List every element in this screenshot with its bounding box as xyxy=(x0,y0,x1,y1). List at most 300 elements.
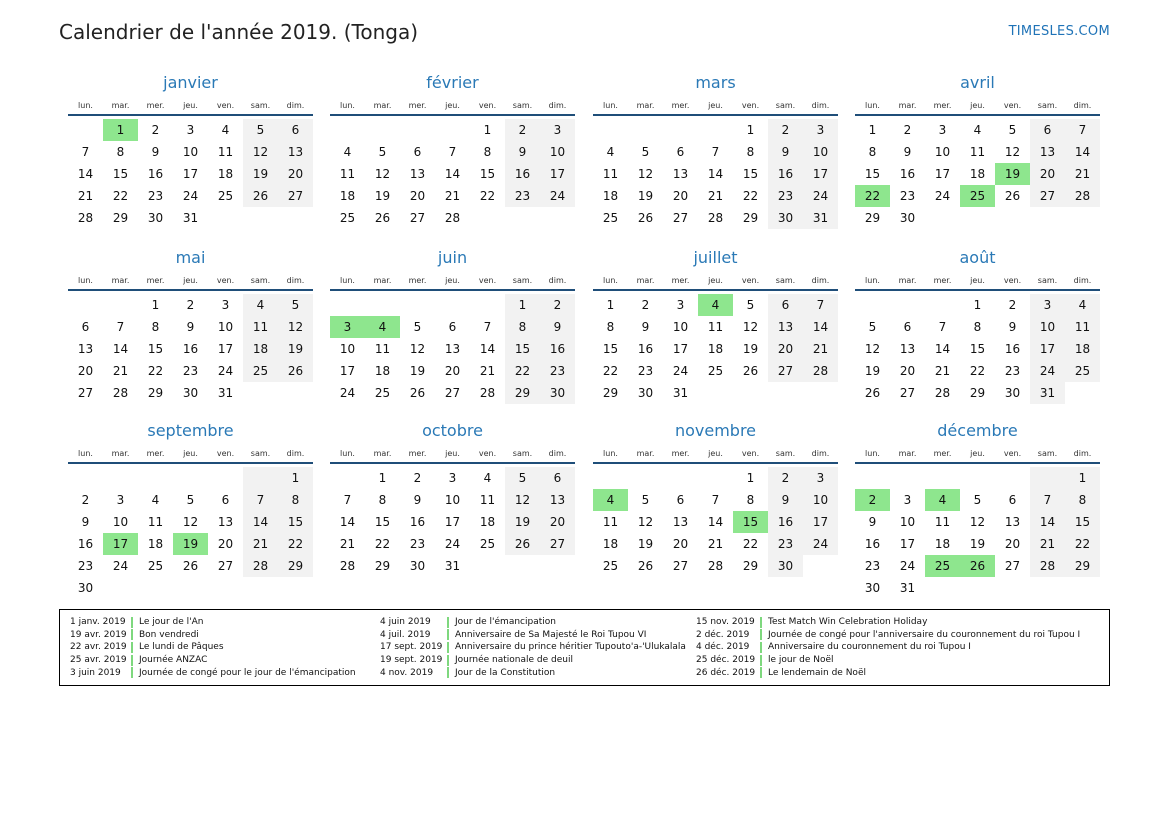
day-cell: 24 xyxy=(672,364,689,378)
day-cell: 10 xyxy=(672,320,689,334)
day-cell: 21 xyxy=(707,537,724,551)
holiday-date: 17 sept. 2019 xyxy=(380,642,443,653)
day-cell: 20 xyxy=(409,189,426,203)
empty-cell xyxy=(400,119,435,141)
day-cell: 3 xyxy=(803,119,838,141)
month-février xyxy=(330,72,575,229)
day-cell: 19 xyxy=(243,163,278,185)
day-cell: 24 xyxy=(803,533,838,555)
day-cell: 23 xyxy=(768,185,803,207)
weekday-label: mar. xyxy=(373,101,392,110)
day-cell: 21 xyxy=(1065,163,1100,185)
day-cell: 12 xyxy=(864,342,881,356)
day-cell: 19 xyxy=(995,163,1030,185)
day-cell: 28 xyxy=(77,211,94,225)
day-cell: 9 xyxy=(186,320,195,334)
day-cell: 15 xyxy=(374,515,391,529)
weekday-label: ven. xyxy=(741,449,760,458)
day-cell: 5 xyxy=(868,320,877,334)
day-grid xyxy=(330,294,575,404)
day-cell: 14 xyxy=(707,515,724,529)
day-cell: 6 xyxy=(1030,119,1065,141)
day-cell: 17 xyxy=(103,533,138,555)
month-name: avril xyxy=(960,73,995,92)
weekday-label: dim. xyxy=(1073,449,1092,458)
weekday-label: mar. xyxy=(898,276,917,285)
day-cell: 3 xyxy=(903,493,912,507)
weekday-label: jeu. xyxy=(708,101,723,110)
day-cell: 10 xyxy=(112,515,129,529)
empty-cell xyxy=(663,119,698,141)
weekday-label: mar. xyxy=(111,276,130,285)
day-cell: 19 xyxy=(637,537,654,551)
day-cell: 5 xyxy=(186,493,195,507)
day-cell: 18 xyxy=(147,537,164,551)
holiday-name: Le lundi de Pâques xyxy=(139,642,224,653)
day-cell: 28 xyxy=(803,360,838,382)
month-octobre xyxy=(330,420,575,577)
holiday-name: Anniversaire du prince héritier Tupouto'a-'Ulukalala xyxy=(455,642,686,653)
day-cell: 13 xyxy=(672,515,689,529)
weekday-label: ven. xyxy=(478,101,497,110)
day-cell: 15 xyxy=(479,167,496,181)
holiday-name: Journée de congé pour l'anniversaire du couronnement du roi Tupou I xyxy=(768,629,1081,640)
legend-item xyxy=(380,629,686,642)
day-cell: 15 xyxy=(733,511,768,533)
month-août xyxy=(855,247,1100,404)
day-cell: 15 xyxy=(147,342,164,356)
day-cell: 9 xyxy=(505,141,540,163)
holiday-date: 15 nov. 2019 xyxy=(696,617,755,628)
site-link[interactable]: TIMESLES.COM xyxy=(1008,24,1110,39)
day-cell: 25 xyxy=(479,537,496,551)
day-cell: 18 xyxy=(707,342,724,356)
day-cell: 17 xyxy=(217,342,234,356)
day-cell: 15 xyxy=(112,167,129,181)
empty-cell xyxy=(960,577,995,599)
empty-cell xyxy=(925,294,960,316)
weekday-header xyxy=(855,94,1100,116)
day-cell: 26 xyxy=(960,555,995,577)
day-cell: 25 xyxy=(707,364,724,378)
day-cell: 30 xyxy=(637,386,654,400)
day-cell: 19 xyxy=(278,338,313,360)
day-cell: 24 xyxy=(1030,360,1065,382)
day-cell: 19 xyxy=(637,189,654,203)
day-cell: 8 xyxy=(973,320,982,334)
day-cell: 7 xyxy=(711,145,720,159)
day-cell: 23 xyxy=(505,185,540,207)
empty-cell xyxy=(208,207,243,229)
weekday-header xyxy=(330,269,575,291)
day-cell: 5 xyxy=(1008,123,1017,137)
day-cell: 11 xyxy=(934,515,951,529)
day-cell: 23 xyxy=(77,559,94,573)
holiday-date: 19 avr. 2019 xyxy=(70,629,127,640)
day-cell: 24 xyxy=(934,189,951,203)
day-cell: 4 xyxy=(221,123,230,137)
day-cell: 14 xyxy=(243,511,278,533)
empty-cell xyxy=(103,467,138,489)
day-cell: 28 xyxy=(112,386,129,400)
empty-cell xyxy=(855,467,890,489)
day-cell: 11 xyxy=(602,167,619,181)
empty-cell xyxy=(470,207,505,229)
holiday-marker xyxy=(447,642,449,653)
day-cell: 17 xyxy=(339,364,356,378)
day-cell: 31 xyxy=(182,211,199,225)
day-cell: 17 xyxy=(803,163,838,185)
day-cell: 3 xyxy=(116,493,125,507)
day-cell: 13 xyxy=(278,141,313,163)
day-cell: 9 xyxy=(540,316,575,338)
empty-cell xyxy=(890,467,925,489)
day-cell: 14 xyxy=(1065,141,1100,163)
day-cell: 3 xyxy=(676,298,685,312)
day-cell: 27 xyxy=(217,559,234,573)
holiday-name: Anniversaire de Sa Majesté le Roi Tupou VI xyxy=(455,629,647,640)
day-cell: 17 xyxy=(444,515,461,529)
day-cell: 14 xyxy=(707,167,724,181)
weekday-label: ven. xyxy=(478,449,497,458)
holiday-date: 26 déc. 2019 xyxy=(696,667,756,678)
weekday-header xyxy=(330,94,575,116)
day-cell: 5 xyxy=(413,320,422,334)
weekday-label: dim. xyxy=(286,449,305,458)
empty-cell xyxy=(68,294,103,316)
day-cell: 25 xyxy=(243,360,278,382)
day-cell: 12 xyxy=(969,515,986,529)
day-cell: 26 xyxy=(374,211,391,225)
weekday-label: ven. xyxy=(741,276,760,285)
weekday-label: ven. xyxy=(1003,449,1022,458)
day-cell: 4 xyxy=(698,294,733,316)
day-cell: 31 xyxy=(672,386,689,400)
month-avril xyxy=(855,72,1100,229)
day-cell: 24 xyxy=(339,386,356,400)
day-cell: 13 xyxy=(1004,515,1021,529)
day-cell: 26 xyxy=(182,559,199,573)
weekday-label: mer. xyxy=(146,101,165,110)
day-cell: 2 xyxy=(855,489,890,511)
empty-cell xyxy=(278,207,313,229)
empty-cell xyxy=(173,467,208,489)
day-cell: 2 xyxy=(768,467,803,489)
day-cell: 28 xyxy=(339,559,356,573)
day-cell: 13 xyxy=(409,167,426,181)
day-cell: 6 xyxy=(221,493,230,507)
day-cell: 12 xyxy=(505,489,540,511)
weekday-label: dim. xyxy=(286,276,305,285)
day-cell: 7 xyxy=(81,145,90,159)
day-cell: 1 xyxy=(505,294,540,316)
day-cell: 22 xyxy=(855,185,890,207)
day-grid xyxy=(855,119,1100,229)
empty-cell xyxy=(103,577,138,599)
day-cell: 7 xyxy=(483,320,492,334)
legend-item xyxy=(696,641,1080,654)
legend-item xyxy=(70,641,356,654)
day-cell: 26 xyxy=(637,559,654,573)
day-grid xyxy=(68,119,313,229)
day-cell: 14 xyxy=(803,316,838,338)
day-cell: 16 xyxy=(899,167,916,181)
day-grid xyxy=(855,294,1100,404)
holiday-name: Jour de la Constitution xyxy=(455,667,556,678)
day-cell: 10 xyxy=(1030,316,1065,338)
day-cell: 1 xyxy=(103,119,138,141)
day-cell: 28 xyxy=(934,386,951,400)
day-cell: 17 xyxy=(540,163,575,185)
day-cell: 13 xyxy=(768,316,803,338)
weekday-label: lun. xyxy=(865,276,880,285)
day-cell: 1 xyxy=(483,123,492,137)
holiday-date: 4 nov. 2019 xyxy=(380,667,434,678)
day-cell: 25 xyxy=(602,559,619,573)
weekday-label: dim. xyxy=(811,449,830,458)
day-cell: 22 xyxy=(278,533,313,555)
day-cell: 12 xyxy=(374,167,391,181)
legend-item xyxy=(696,654,1080,667)
month-name: septembre xyxy=(147,421,234,440)
day-cell: 23 xyxy=(637,364,654,378)
weekday-header xyxy=(330,442,575,464)
empty-cell xyxy=(1030,207,1065,229)
empty-cell xyxy=(435,294,470,316)
holiday-marker xyxy=(760,617,762,628)
day-cell: 16 xyxy=(768,163,803,185)
day-cell: 21 xyxy=(707,189,724,203)
legend-column xyxy=(380,616,686,679)
day-cell: 22 xyxy=(374,537,391,551)
day-cell: 5 xyxy=(505,467,540,489)
day-cell: 1 xyxy=(1065,467,1100,489)
day-cell: 20 xyxy=(1004,537,1021,551)
empty-cell xyxy=(278,577,313,599)
empty-cell xyxy=(960,207,995,229)
day-cell: 6 xyxy=(1008,493,1017,507)
legend-item xyxy=(380,666,686,679)
day-cell: 8 xyxy=(746,493,755,507)
day-cell: 5 xyxy=(278,294,313,316)
day-cell: 5 xyxy=(973,493,982,507)
day-cell: 23 xyxy=(147,189,164,203)
day-cell: 16 xyxy=(637,342,654,356)
weekday-header xyxy=(593,94,838,116)
day-cell: 27 xyxy=(1004,559,1021,573)
day-cell: 11 xyxy=(707,320,724,334)
holiday-name: Test Match Win Celebration Holiday xyxy=(768,617,928,628)
empty-cell xyxy=(68,119,103,141)
weekday-label: mar. xyxy=(636,449,655,458)
empty-cell xyxy=(593,119,628,141)
months-grid xyxy=(68,72,1102,607)
day-cell: 12 xyxy=(637,167,654,181)
day-cell: 27 xyxy=(1030,185,1065,207)
empty-cell xyxy=(208,577,243,599)
day-cell: 11 xyxy=(602,515,619,529)
day-cell: 13 xyxy=(77,342,94,356)
month-décembre xyxy=(855,420,1100,599)
day-cell: 16 xyxy=(409,515,426,529)
weekday-label: dim. xyxy=(548,449,567,458)
day-cell: 21 xyxy=(803,338,838,360)
legend-item xyxy=(380,641,686,654)
empty-cell xyxy=(628,467,663,489)
day-cell: 13 xyxy=(444,342,461,356)
holiday-name: Journée nationale de deuil xyxy=(455,655,573,666)
day-cell: 9 xyxy=(903,145,912,159)
day-cell: 7 xyxy=(711,493,720,507)
day-cell: 22 xyxy=(112,189,129,203)
month-name: décembre xyxy=(937,421,1018,440)
day-cell: 19 xyxy=(409,364,426,378)
day-cell: 4 xyxy=(593,489,628,511)
day-cell: 8 xyxy=(116,145,125,159)
day-cell: 28 xyxy=(479,386,496,400)
day-cell: 24 xyxy=(803,185,838,207)
day-cell: 30 xyxy=(1004,386,1021,400)
day-cell: 16 xyxy=(505,163,540,185)
day-cell: 2 xyxy=(505,119,540,141)
empty-cell xyxy=(663,467,698,489)
day-cell: 16 xyxy=(77,537,94,551)
day-cell: 12 xyxy=(278,316,313,338)
day-cell: 18 xyxy=(969,167,986,181)
weekday-label: jeu. xyxy=(183,276,198,285)
month-name: juin xyxy=(437,248,468,267)
legend-column xyxy=(70,616,356,679)
day-cell: 14 xyxy=(1030,511,1065,533)
day-cell: 29 xyxy=(147,386,164,400)
day-cell: 15 xyxy=(969,342,986,356)
day-cell: 8 xyxy=(1065,489,1100,511)
holiday-name: Anniversaire du couronnement du roi Tupou I xyxy=(768,642,971,653)
weekday-header xyxy=(855,442,1100,464)
day-cell: 20 xyxy=(278,163,313,185)
day-cell: 20 xyxy=(1030,163,1065,185)
day-cell: 12 xyxy=(742,320,759,334)
day-cell: 20 xyxy=(768,338,803,360)
day-cell: 28 xyxy=(243,555,278,577)
day-cell: 2 xyxy=(186,298,195,312)
day-cell: 3 xyxy=(186,123,195,137)
day-cell: 22 xyxy=(505,360,540,382)
empty-cell xyxy=(995,467,1030,489)
weekday-label: lun. xyxy=(603,449,618,458)
day-cell: 23 xyxy=(1004,364,1021,378)
day-cell: 25 xyxy=(925,555,960,577)
day-cell: 3 xyxy=(330,316,365,338)
day-cell: 21 xyxy=(243,533,278,555)
day-cell: 14 xyxy=(112,342,129,356)
weekday-label: jeu. xyxy=(183,101,198,110)
day-grid xyxy=(855,467,1100,599)
day-cell: 6 xyxy=(903,320,912,334)
day-cell: 5 xyxy=(641,145,650,159)
weekday-label: dim. xyxy=(286,101,305,110)
day-cell: 22 xyxy=(969,364,986,378)
weekday-label: ven. xyxy=(1003,101,1022,110)
empty-cell xyxy=(243,382,278,404)
day-cell: 6 xyxy=(413,145,422,159)
day-cell: 7 xyxy=(448,145,457,159)
month-mai xyxy=(68,247,313,404)
day-cell: 2 xyxy=(81,493,90,507)
empty-cell xyxy=(698,382,733,404)
day-cell: 29 xyxy=(374,559,391,573)
day-cell: 5 xyxy=(243,119,278,141)
day-cell: 3 xyxy=(938,123,947,137)
day-cell: 14 xyxy=(934,342,951,356)
legend-item xyxy=(380,616,686,629)
month-name: mai xyxy=(175,248,206,267)
weekday-label: lun. xyxy=(865,101,880,110)
day-cell: 29 xyxy=(112,211,129,225)
day-grid xyxy=(330,467,575,577)
day-cell: 10 xyxy=(540,141,575,163)
month-mars xyxy=(593,72,838,229)
day-cell: 15 xyxy=(1065,511,1100,533)
day-cell: 11 xyxy=(479,493,496,507)
holiday-marker xyxy=(131,642,133,653)
weekday-label: sam. xyxy=(250,101,271,110)
day-cell: 6 xyxy=(448,320,457,334)
day-cell: 22 xyxy=(147,364,164,378)
day-cell: 29 xyxy=(864,211,881,225)
day-cell: 10 xyxy=(899,515,916,529)
day-cell: 26 xyxy=(864,386,881,400)
weekday-label: sam. xyxy=(775,276,796,285)
holiday-marker xyxy=(760,629,762,640)
day-cell: 19 xyxy=(374,189,391,203)
empty-cell xyxy=(103,294,138,316)
day-cell: 16 xyxy=(768,511,803,533)
day-cell: 25 xyxy=(960,185,995,207)
day-cell: 15 xyxy=(602,342,619,356)
empty-cell xyxy=(1065,577,1100,599)
weekday-label: sam. xyxy=(250,276,271,285)
empty-cell xyxy=(365,294,400,316)
day-cell: 2 xyxy=(641,298,650,312)
day-cell: 26 xyxy=(637,211,654,225)
legend-column xyxy=(696,616,1080,679)
weekday-header xyxy=(68,269,313,291)
day-cell: 9 xyxy=(81,515,90,529)
empty-cell xyxy=(138,577,173,599)
weekday-label: sam. xyxy=(1037,449,1058,458)
day-cell: 7 xyxy=(343,493,352,507)
day-cell: 30 xyxy=(864,581,881,595)
day-cell: 20 xyxy=(540,511,575,533)
day-cell: 9 xyxy=(413,493,422,507)
day-cell: 1 xyxy=(868,123,877,137)
day-cell: 16 xyxy=(182,342,199,356)
holiday-name: Bon vendredi xyxy=(139,629,199,640)
weekday-label: mer. xyxy=(671,449,690,458)
holiday-marker xyxy=(131,629,133,640)
day-cell: 12 xyxy=(409,342,426,356)
day-grid xyxy=(330,119,575,229)
day-cell: 10 xyxy=(339,342,356,356)
month-name: octobre xyxy=(422,421,483,440)
day-cell: 14 xyxy=(444,167,461,181)
day-cell: 12 xyxy=(637,515,654,529)
day-cell: 24 xyxy=(112,559,129,573)
day-cell: 6 xyxy=(278,119,313,141)
holiday-date: 19 sept. 2019 xyxy=(380,655,443,666)
day-cell: 4 xyxy=(1065,294,1100,316)
